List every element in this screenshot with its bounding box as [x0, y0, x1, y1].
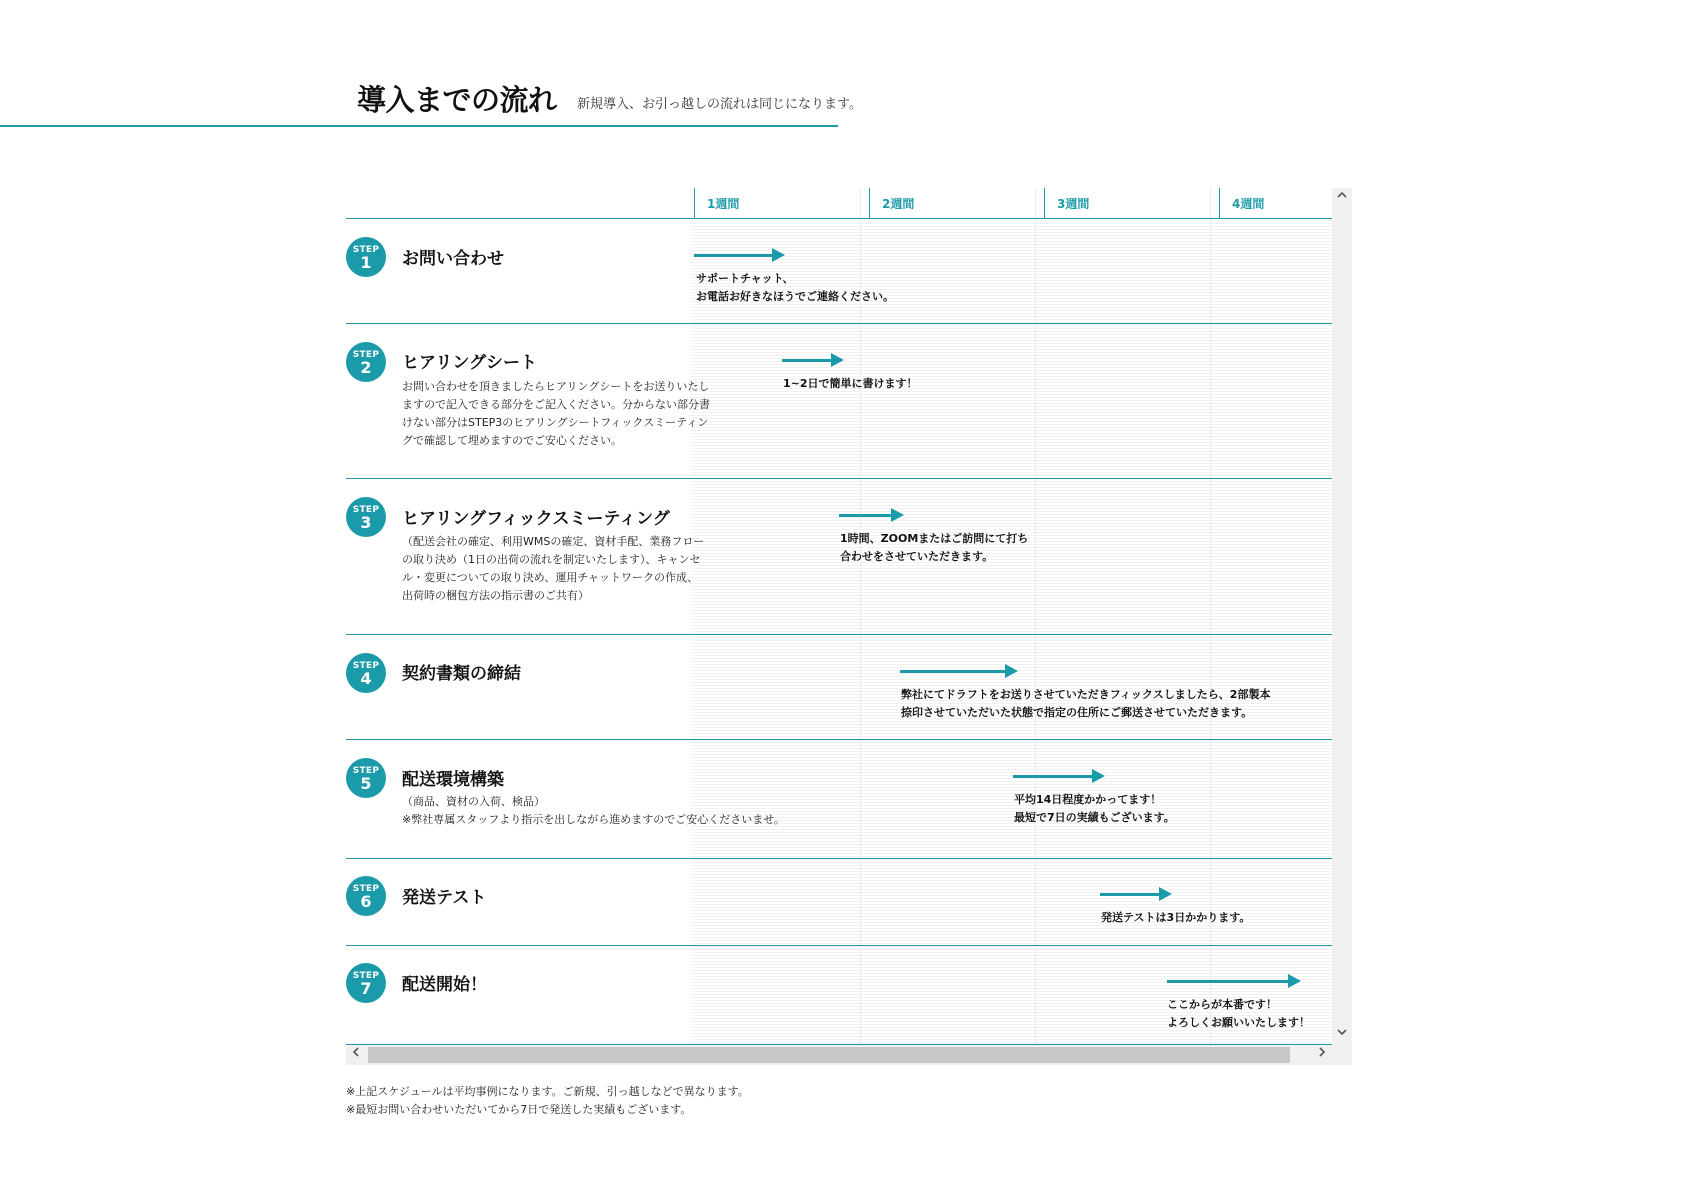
footnote: ※上記スケジュールは平均事例になります。ご新規、引っ越しなどで異なります。 — [346, 1085, 749, 1098]
week-tick — [694, 188, 695, 218]
horizontal-scrollbar[interactable] — [346, 1045, 1352, 1065]
week-label-4: 4週間 — [1232, 197, 1265, 211]
duration-arrow-6 — [1100, 893, 1160, 896]
step-title-2: ヒアリングシート — [402, 353, 537, 373]
chevron-left-icon[interactable] — [346, 1045, 366, 1065]
step-badge-3: STEP 3 — [346, 497, 386, 537]
step-title-5: 配送環境構築 — [402, 770, 504, 790]
row-divider — [346, 945, 1332, 946]
step-title-4: 契約書類の締結 — [402, 664, 521, 684]
step-note-4: 弊社にてドラフトをお送りさせていただきフィックスしましたら、2部製本 捺印させていただいた状態で指定の住所にご郵送させていただきます。 — [901, 688, 1271, 719]
week-divider — [1035, 188, 1036, 1045]
row-divider — [346, 323, 1332, 324]
page-title: 導入までの流れ — [357, 83, 557, 117]
week-label-3: 3週間 — [1057, 197, 1090, 211]
duration-arrow-4 — [900, 670, 1006, 673]
step-note-3: 1時間、ZOOMまたはご訪問にて打ち 合わせをさせていただきます。 — [840, 532, 1029, 563]
page-header — [0, 0, 1686, 140]
header-divider — [346, 218, 1332, 219]
week-divider — [860, 188, 861, 1045]
footnotes — [346, 1083, 749, 1119]
duration-arrow-2 — [782, 359, 832, 362]
step-badge-6: STEP 6 — [346, 876, 386, 916]
chevron-right-icon[interactable] — [1312, 1045, 1332, 1065]
horizontal-scroll-thumb[interactable] — [368, 1047, 1290, 1063]
vertical-scrollbar[interactable] — [1332, 188, 1352, 1045]
week-tick — [869, 188, 870, 218]
vertical-scroll-thumb[interactable] — [1332, 210, 1352, 1022]
week-label-2: 2週間 — [882, 197, 915, 211]
duration-arrow-7 — [1167, 980, 1289, 983]
step-title-3: ヒアリングフィックスミーティング — [402, 509, 670, 529]
step-badge-4: STEP 4 — [346, 653, 386, 693]
step-badge-5: STEP 5 — [346, 758, 386, 798]
week-tick — [1219, 188, 1220, 218]
week-tick — [1044, 188, 1045, 218]
footnote: ※最短お問い合わせいただいてから7日で発送した実績もございます。 — [346, 1103, 692, 1116]
header-underline — [0, 125, 838, 127]
step-note-2: 1~2日で簡単に書けます！ — [783, 377, 918, 390]
row-divider — [346, 858, 1332, 859]
timeline-viewport[interactable] — [346, 188, 1332, 1045]
step-title-1: お問い合わせ — [402, 249, 504, 269]
duration-arrow-1 — [694, 254, 773, 257]
step-title-7: 配送開始！ — [402, 975, 487, 995]
step-note-5: 平均14日程度かかってます！ 最短で7日の実績もございます。 — [1014, 793, 1175, 824]
row-divider — [346, 478, 1332, 479]
timeline-frame — [346, 188, 1352, 1065]
page-subtitle: 新規導入、お引っ越しの流れは同じになります。 — [577, 97, 862, 112]
chevron-up-icon[interactable] — [1332, 188, 1352, 208]
step-note-7: ここからが本番です！ よろしくお願いいたします！ — [1167, 998, 1310, 1029]
step-badge-7: STEP 7 — [346, 963, 386, 1003]
duration-arrow-5 — [1013, 775, 1093, 778]
duration-arrow-3 — [839, 514, 892, 517]
step-description-2: お問い合わせを頂きましたらヒアリングシートをお送りいたし ますので記入できる部分をご記入ください。分からない部分書 けない部分はSTEP3のヒアリングシートフィックスミーティン グで確認して埋めますのでご安心ください。 — [402, 380, 710, 447]
chevron-down-icon[interactable] — [1332, 1025, 1352, 1045]
row-divider — [346, 739, 1332, 740]
step-note-6: 発送テストは3日かかります。 — [1101, 911, 1251, 924]
row-divider — [346, 634, 1332, 635]
step-description-3: （配送会社の確定、利用WMSの確定、資材手配、業務フロー の取り決め（1日の出荷の流れを制定いたします）、キャンセ ル・変更についての取り決め、運用チャットワークの作成、 出荷時の梱包方法の指示書のご共有） — [402, 535, 705, 602]
week-label-1: 1週間 — [707, 197, 740, 211]
step-description-5: （商品、資材の入荷、検品） ※弊社専属スタッフより指示を出しながら進めますのでご安心くださいませ。 — [402, 795, 785, 826]
step-badge-1: STEP 1 — [346, 237, 386, 277]
step-badge-2: STEP 2 — [346, 342, 386, 382]
step-title-6: 発送テスト — [402, 888, 487, 908]
step-note-1: サポートチャット、 お電話お好きなほうでご連絡ください。 — [696, 272, 894, 303]
